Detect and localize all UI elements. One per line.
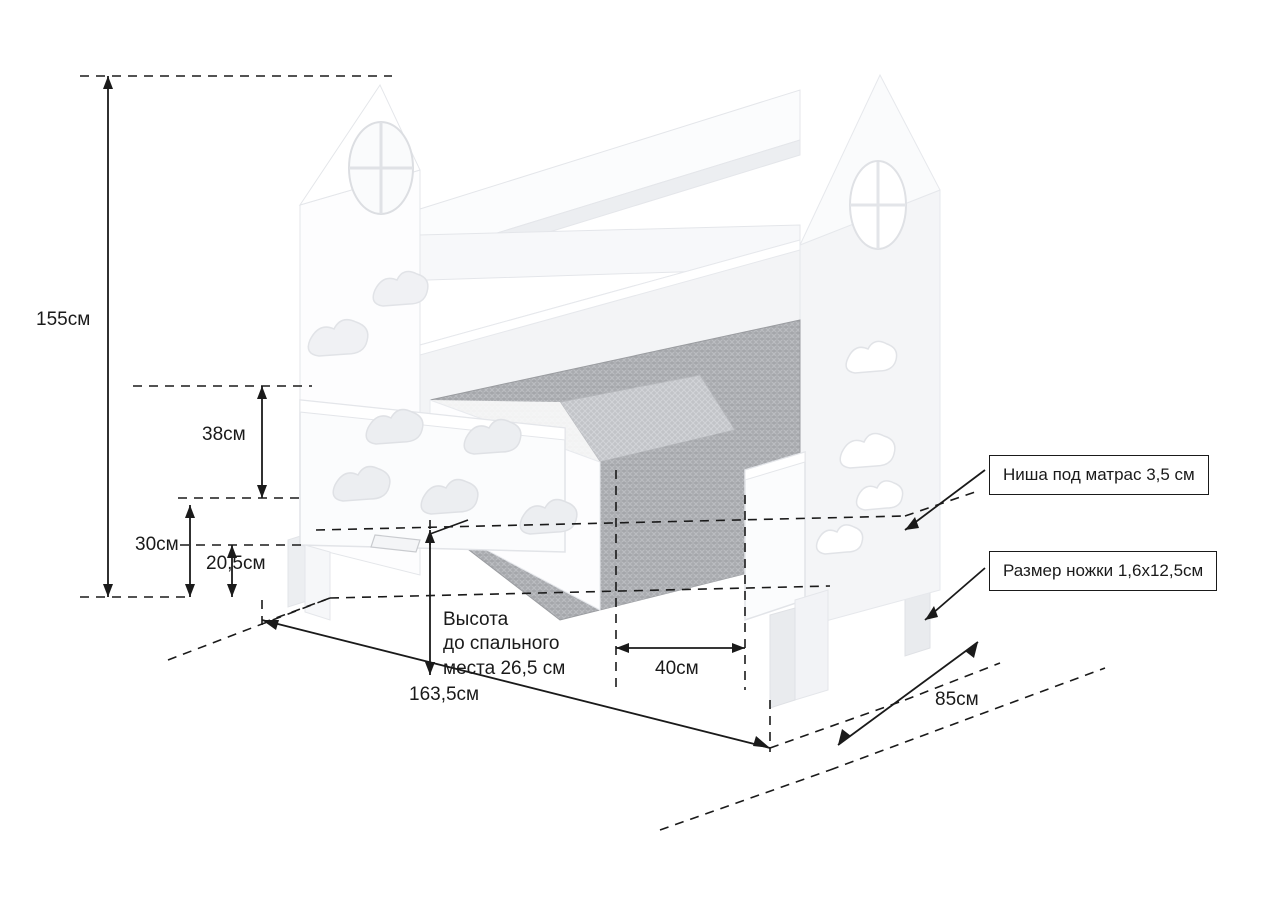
callout-mattress-niche: Ниша под матрас 3,5 см — [989, 455, 1209, 495]
label-total-length: 163,5см — [409, 684, 480, 705]
callout-leg-size: Размер ножки 1,6x12,5см — [989, 551, 1217, 591]
label-sleep-height — [443, 608, 565, 681]
label-leg-height: 20,5см — [206, 553, 266, 574]
dim-155 — [103, 76, 113, 597]
dim-40 — [616, 643, 745, 653]
label-floor-to-board: 30см — [135, 534, 179, 555]
label-total-height: 155см — [36, 309, 91, 330]
label-sleep-height-line2: до спального — [443, 633, 560, 655]
callout-leader-mattress — [905, 470, 985, 530]
dim-sleep-height — [425, 530, 435, 675]
label-opening-width: 40см — [655, 658, 699, 679]
label-total-depth: 85см — [935, 689, 979, 710]
callout-leader-leg — [925, 568, 985, 620]
label-sleep-height-line3: места 26,5 см — [443, 657, 566, 679]
label-sleep-height-line1: Высота — [443, 609, 509, 630]
label-side-board-height: 38см — [202, 424, 246, 445]
dim-38 — [257, 386, 267, 498]
dim-30 — [185, 505, 195, 597]
